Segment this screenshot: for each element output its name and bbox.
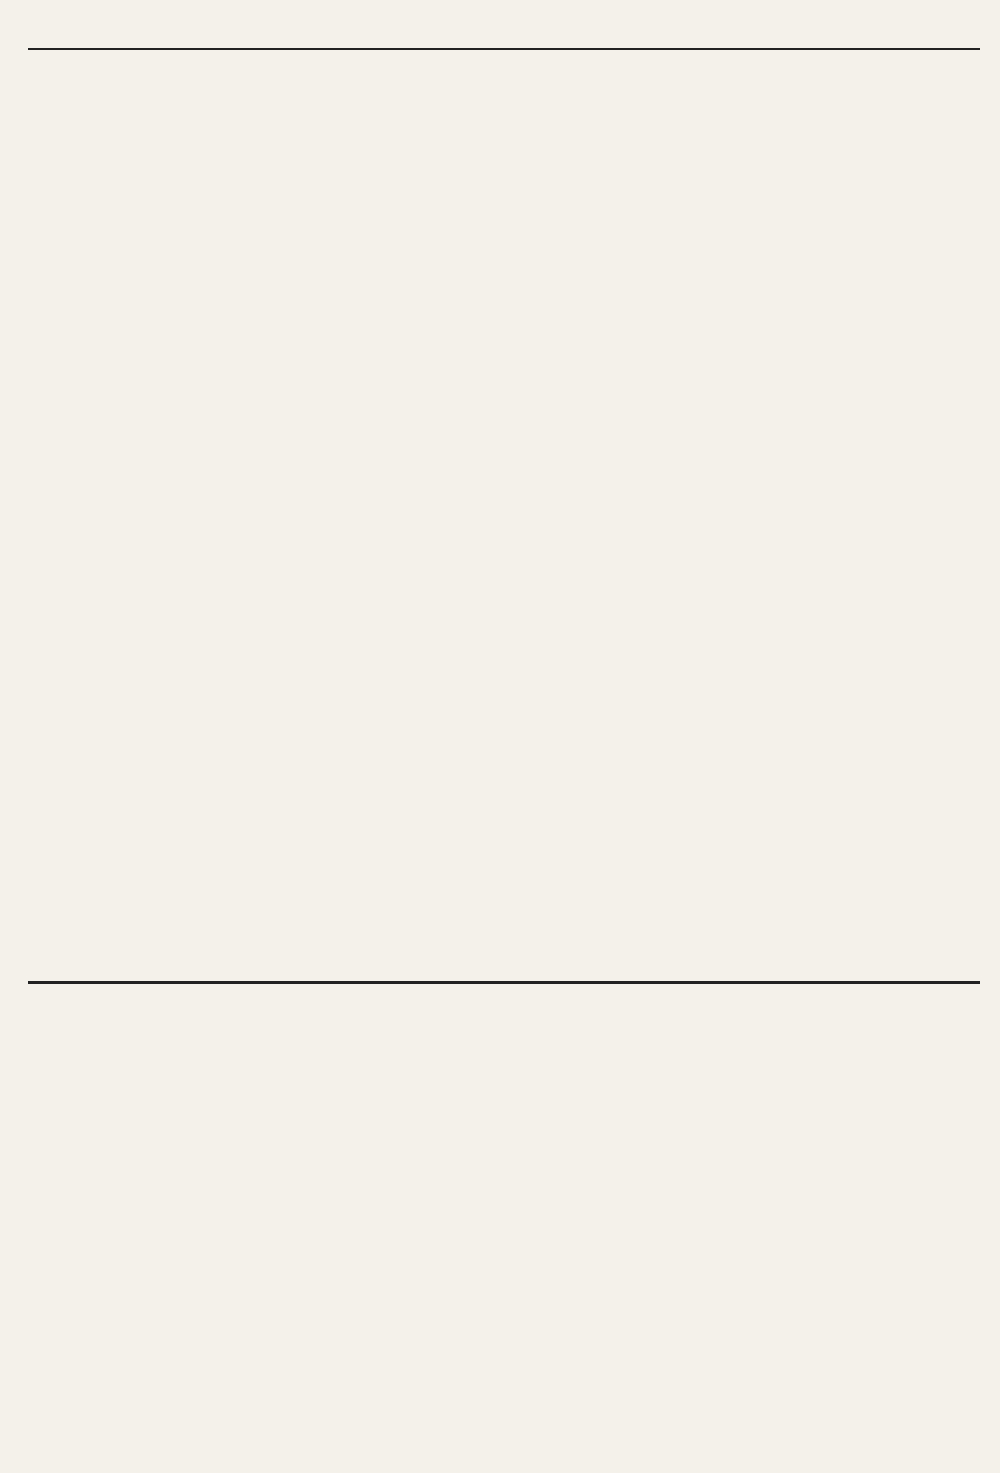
masthead [28,26,980,50]
section-divider [28,981,980,984]
main-headline [28,70,980,160]
decree-columns [28,168,980,976]
serial-story [28,988,980,1458]
